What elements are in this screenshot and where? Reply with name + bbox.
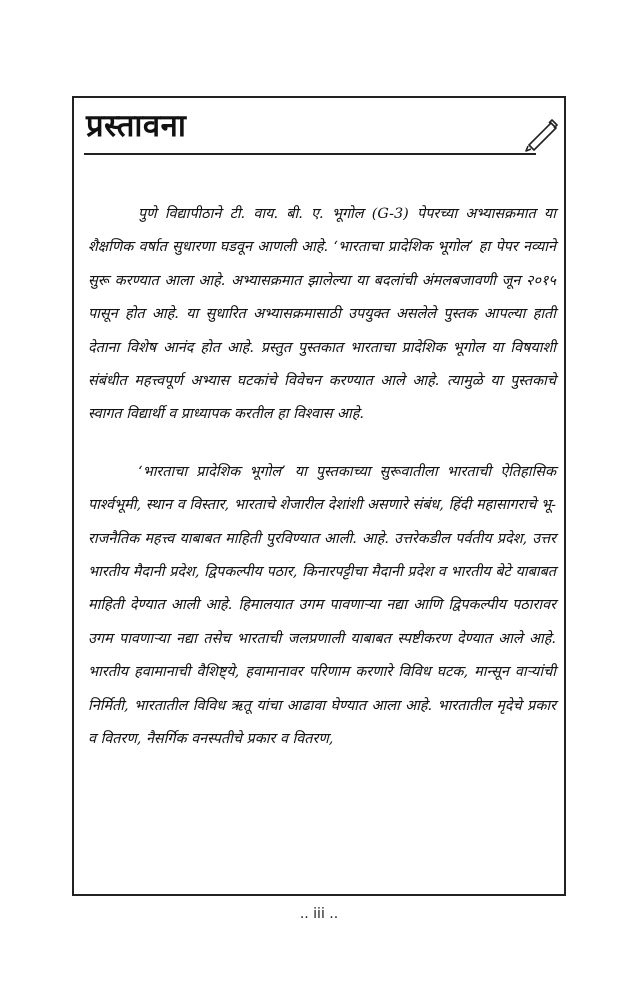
paragraph-1: पुणे विद्यापीठाने टी. वाय. बी. ए. भूगोल (G-3) पेपरच्या अभ्यासक्रमात या शैक्षणिक वर्षात सुधारणा घडवून आणली आहे. ‘भारताचा प्रादेशिक भूगोल’ हा पेपर नव्याने सुरू करण्यात आला आहे. अभ्यासक्रमात झालेल्या या बदलांची अंमलबजावणी जून २०१५ पासून होत आहे. या सुधारित अभ्यासक्रमासाठी उपयुक्त असलेले पुस्तक आपल्या हाती देताना विशेष आनंद होत आहे. प्रस्तुत पुस्तकात भारताचा प्रादेशिक भूगोल या विषयाशी संबंधीत महत्त्वपूर्ण अभ्यास घटकांचे विवेचन करण्यात आले आहे. त्यामुळे या पुस्तकाचे स्वागत विद्यार्थी व प्राध्यापक करतील हा विश्वास आहे. <box>88 206 556 423</box>
page-title: प्रस्तावना <box>86 108 187 144</box>
paragraph-2: ‘भारताचा प्रादेशिक भूगोल’ या पुस्तकाच्या सुरूवातीला भारताची ऐतिहासिक पार्श्वभूमी, स्थान व विस्तार, भारताचे शेजारील देशांशी असणारे संबंध, हिंदी महासागराचे भू-राजनैतिक महत्त्व याबाबत माहिती पुरविण्यात आली. आहे. उत्तरेकडील पर्वतीय प्रदेश, उत्तर भारतीय मैदानी प्रदेश, द्विपकल्पीय पठार, किनारपट्टीचा मैदानी प्रदेश व भारतीय बेटे याबाबत माहिती देण्यात आली आहे. हिमालयात उगम पावणाऱ्या नद्या आणि द्विपकल्पीय पठारावर उगम पावणाऱ्या नद्या तसेच भारताची जलप्रणाली याबाबत स्पष्टीकरण देण्यात आले आहे. भारतीय हवामानाची वैशिष्ट्ये, हवामानावर परिणाम करणारे विविध घटक, मान्सून वाऱ्यांची निर्मिती, भारतातील विविध ऋतू यांचा आढावा घेण्यात आला आहे. भारतातील मृदेचे प्रकार व वितरण, नैसर्गिक वनस्पतीचे प्रकार व वितरण, <box>88 463 556 748</box>
pen-icon <box>524 118 564 158</box>
title-underline <box>84 153 536 155</box>
page-number: .. iii .. <box>299 906 339 922</box>
preface-body <box>88 198 556 757</box>
page-frame <box>72 96 566 896</box>
